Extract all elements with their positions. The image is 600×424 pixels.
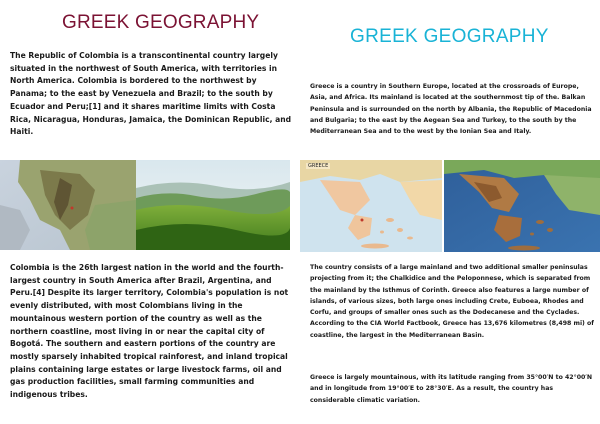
left-page-title: GREEK GEOGRAPHY: [62, 12, 260, 33]
right-page-title: GREEK GEOGRAPHY: [350, 26, 549, 47]
colombia-intro-paragraph: The Republic of Colombia is a transcontinental country largely situated in the northwest of South America, with territories in North America. Colombia is bordered to the northwest by Panama; to the east by Venezuela and Brazil; to the south by Ecuador and Peru;[1] and it shares maritime limits with Costa Rica, Nicaragua, Honduras, Jamaica, the Dominican Republic, and Haiti.: [10, 51, 292, 137]
greece-intro-paragraph: Greece is a country in Southern Europe, located at the crossroads of Europe, Asia, and Africa. Its mainland is located at the southernmost tip of the. Balkan Peninsula and is surrounded on the north by Albania, the Republic of Macedonia and Bulgaria; to the east by the Aegean Sea and Turkey, to the south by the Mediterranean Sea and to the west by the Ionian Sea and Italy.: [310, 83, 592, 136]
colombia-size-paragraph: Colombia is the 26th largest nation in the world and the fourth-largest country in South America after Brazil, Argentina, and Peru.[4] Despite its larger territory, Colombia's population is not evenly distributed, with most Colombians living in the mountainous western portion of the country as well as the northern coastline, most living in or near the capital city of Bogotá. The southern and eastern portions of the country are mostly sparsely inhabited tropical rainforest, and inland tropical plains containing large estates or large livestock farms, oil and gas production facilities, small farming communities and indigenous tribes.: [10, 263, 289, 400]
greece-relief-map-image: [444, 160, 600, 252]
greece-mainland-paragraph: The country consists of a large mainland and two additional smaller peninsulas projecting from it; the Chalkidice and the Peloponnese, which is separated from the mainland by the Isthmus of Corinth. Greece also features a large number of islands, of various sizes, both large ones including Crete, Euboea, Rhodes and Corfu, and groups of smaller ones such as the Dodecanese and the Cyclades. According to the CIA World Factbook, Greece has 13,676 kilometres (8,498 mi) of coastline, the largest in the Mediterranean Basin.: [310, 264, 594, 339]
greece-map-label: GREECE: [308, 163, 329, 169]
colombia-landscape-photo: [136, 160, 290, 250]
greece-political-map-image: [300, 160, 442, 252]
colombia-relief-map-image: [0, 160, 136, 250]
greece-climate-paragraph: Greece is largely mountainous, with its latitude ranging from 35°00′N to 42°00′N and in longitude from 19°00′E to 28°30′E. As a result, the country has considerable climatic variation.: [310, 374, 593, 404]
